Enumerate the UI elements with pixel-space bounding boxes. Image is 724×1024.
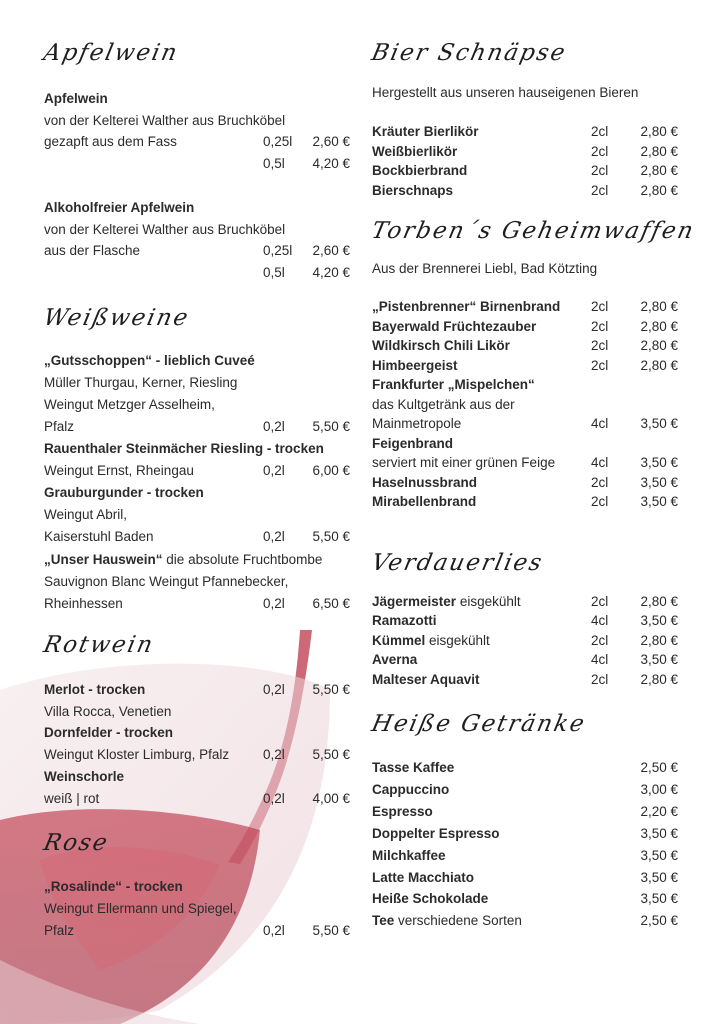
- menu-row: [372, 758, 684, 777]
- menu-row: [44, 132, 356, 151]
- item-desc: Müller Thurgau, Kerner, Riesling: [44, 375, 238, 390]
- item-price: 3,50 €: [640, 891, 678, 906]
- item-name: Haselnussbrand: [372, 475, 478, 490]
- item-volume: 4cl: [591, 613, 609, 628]
- item-price: 4,20 €: [312, 265, 350, 280]
- item-volume: 0,25l: [263, 243, 293, 258]
- item-desc: Rheinhessen: [44, 596, 123, 611]
- item-name-suffix: die absolute Fruchtbombe: [162, 552, 323, 567]
- item-volume: 0,25l: [263, 134, 293, 149]
- item-price: 3,50 €: [640, 826, 678, 841]
- item-name: Bierschnaps: [372, 183, 454, 198]
- item-desc: Kaiserstuhl Baden: [44, 529, 154, 544]
- menu-row: [44, 461, 356, 480]
- item-volume: 2cl: [591, 672, 609, 687]
- item-volume: 2cl: [591, 358, 609, 373]
- menu-row: [372, 414, 684, 433]
- item-volume: 4cl: [591, 455, 609, 470]
- item-name: Tee: [372, 913, 395, 928]
- item-price: 2,60 €: [312, 243, 350, 258]
- item-name: Doppelter Espresso: [372, 826, 500, 841]
- menu-row: [372, 631, 684, 650]
- menu-row: [372, 122, 684, 141]
- item-volume: 0,2l: [263, 923, 285, 938]
- item-serve: aus der Flasche: [44, 243, 141, 258]
- item-price: 6,00 €: [312, 463, 350, 478]
- menu-row: [372, 802, 684, 821]
- item-volume: 0,2l: [263, 463, 285, 478]
- item-volume: 2cl: [591, 494, 609, 509]
- item-name: Frankfurter „Mispelchen“: [372, 377, 535, 392]
- item-price: 5,50 €: [312, 529, 350, 544]
- item-price: 2,80 €: [640, 163, 678, 178]
- item-price: 5,50 €: [312, 419, 350, 434]
- item-name-suffix: eisgekühlt: [456, 594, 521, 609]
- item-volume: 0,5l: [263, 156, 285, 171]
- section-intro: Hergestellt aus unseren hauseigenen Bieren: [372, 85, 639, 100]
- item-price: 4,00 €: [312, 791, 350, 806]
- menu-row: [372, 161, 684, 180]
- item-desc: Pfalz: [44, 923, 75, 938]
- menu-row: [44, 263, 356, 282]
- item-name: Kümmel: [372, 633, 426, 648]
- item-volume: 2cl: [591, 475, 609, 490]
- menu-row: [44, 154, 356, 173]
- item-desc: von der Kelterei Walther aus Bruchköbel: [44, 222, 286, 237]
- item-volume: 2cl: [591, 338, 609, 353]
- item-desc: Weingut Ellermann und Spiegel,: [44, 901, 237, 916]
- menu-row: [372, 142, 684, 161]
- item-name: Wildkirsch Chili Likör: [372, 338, 510, 353]
- item-volume: 0,2l: [263, 791, 285, 806]
- item-volume: 0,5l: [263, 265, 285, 280]
- menu-row: [372, 846, 684, 865]
- item-name: Feigenbrand: [372, 436, 454, 451]
- menu-row: [372, 473, 684, 492]
- menu-row: [372, 889, 684, 908]
- item-volume: 2cl: [591, 163, 609, 178]
- item-desc: Weingut Metzger Asselheim,: [44, 397, 215, 412]
- menu-row: [44, 527, 356, 546]
- item-volume: 2cl: [591, 183, 609, 198]
- item-volume: 0,2l: [263, 529, 285, 544]
- item-name: Tasse Kaffee: [372, 760, 455, 775]
- menu-row: [372, 181, 684, 200]
- item-volume: 2cl: [591, 594, 609, 609]
- item-price: 5,50 €: [312, 923, 350, 938]
- item-name: Bayerwald Früchtezauber: [372, 319, 537, 334]
- heading-apfelwein: Apfelwein: [41, 40, 182, 66]
- item-volume: 2cl: [591, 124, 609, 139]
- item-price: 3,50 €: [640, 848, 678, 863]
- item-name: Milchkaffee: [372, 848, 446, 863]
- item-price: 3,50 €: [640, 475, 678, 490]
- item-desc: Pfalz: [44, 419, 75, 434]
- item-volume: 2cl: [591, 299, 609, 314]
- item-name: Weinschorle: [44, 769, 125, 784]
- menu-row: [44, 789, 356, 808]
- item-volume: 2cl: [591, 633, 609, 648]
- item-volume: 0,2l: [263, 682, 285, 697]
- item-name: „Gutsschoppen“ - lieblich Cuveé: [44, 353, 255, 368]
- item-price: 3,50 €: [640, 416, 678, 431]
- item-name-suffix: eisgekühlt: [425, 633, 490, 648]
- heading-rotwein: Rotwein: [41, 632, 157, 658]
- item-volume: 4cl: [591, 652, 609, 667]
- menu-row: [372, 611, 684, 630]
- item-price: 3,50 €: [640, 494, 678, 509]
- item-name: Latte Macchiato: [372, 870, 475, 885]
- item-desc: Mainmetropole: [372, 416, 462, 431]
- item-name: Heiße Schokolade: [372, 891, 489, 906]
- menu-row: [372, 824, 684, 843]
- item-name: Alkoholfreier Apfelwein: [44, 200, 195, 215]
- item-name: Averna: [372, 652, 418, 667]
- item-desc: das Kultgetränk aus der: [372, 397, 515, 412]
- menu-row: [372, 336, 684, 355]
- menu-row: [372, 670, 684, 689]
- item-name: Mirabellenbrand: [372, 494, 477, 509]
- menu-row: [372, 297, 684, 316]
- item-name: Cappuccino: [372, 782, 450, 797]
- item-price: 3,50 €: [640, 870, 678, 885]
- item-name: Apfelwein: [44, 91, 108, 106]
- item-desc: weiß | rot: [44, 791, 100, 806]
- menu-row: [372, 356, 684, 375]
- item-price: 2,20 €: [640, 804, 678, 819]
- item-desc: Weingut Abril,: [44, 507, 128, 522]
- item-desc: Villa Rocca, Venetien: [44, 704, 172, 719]
- heading-heisse-getraenke: Heiße Getränke: [369, 711, 589, 737]
- item-price: 3,50 €: [640, 613, 678, 628]
- item-price: 2,50 €: [640, 913, 678, 928]
- item-volume: 0,2l: [263, 596, 285, 611]
- item-price: 2,80 €: [640, 338, 678, 353]
- item-price: 6,50 €: [312, 596, 350, 611]
- heading-rose: Rose: [41, 830, 112, 856]
- item-serve: gezapft aus dem Fass: [44, 134, 177, 149]
- item-price: 2,80 €: [640, 299, 678, 314]
- item-name: Weißbierlikör: [372, 144, 458, 159]
- item-name: Himbeergeist: [372, 358, 458, 373]
- menu-row: [372, 453, 684, 472]
- item-volume: 2cl: [591, 319, 609, 334]
- heading-verdauerlies: Verdauerlies: [369, 550, 546, 576]
- menu-row: [44, 921, 356, 940]
- menu-row: [44, 745, 356, 764]
- item-price: 3,00 €: [640, 782, 678, 797]
- item-desc: Sauvignon Blanc Weingut Pfannebecker,: [44, 574, 289, 589]
- menu-row: [372, 317, 684, 336]
- item-price: 2,80 €: [640, 124, 678, 139]
- menu-row: [44, 594, 356, 613]
- menu-row: [44, 680, 356, 699]
- item-price: 5,50 €: [312, 682, 350, 697]
- item-price: 2,80 €: [640, 672, 678, 687]
- item-price: 2,80 €: [640, 319, 678, 334]
- item-name: „Unser Hauswein“: [44, 552, 163, 567]
- item-name: Grauburgunder - trocken: [44, 485, 204, 500]
- item-name: Rauenthaler Steinmächer Riesling - trocken: [44, 441, 324, 456]
- item-desc: Weingut Kloster Limburg, Pfalz: [44, 747, 230, 762]
- item-name: Dornfelder - trocken: [44, 725, 174, 740]
- item-desc: von der Kelterei Walther aus Bruchköbel: [44, 113, 286, 128]
- item-volume: 4cl: [591, 416, 609, 431]
- item-price: 2,80 €: [640, 633, 678, 648]
- menu-row: [372, 592, 684, 611]
- menu-row: [372, 780, 684, 799]
- item-desc: serviert mit einer grünen Feige: [372, 455, 556, 470]
- item-name: „Rosalinde“ - trocken: [44, 879, 183, 894]
- item-name: Ramazotti: [372, 613, 437, 628]
- item-price: 4,20 €: [312, 156, 350, 171]
- heading-weissweine: Weißweine: [41, 305, 192, 331]
- item-name: Bockbierbrand: [372, 163, 468, 178]
- menu-row: [372, 650, 684, 669]
- menu-row: [372, 911, 684, 930]
- menu-row: [372, 492, 684, 511]
- item-name: Kräuter Bierlikör: [372, 124, 479, 139]
- item-price: 2,80 €: [640, 183, 678, 198]
- menu-row: [372, 868, 684, 887]
- item-volume: 2cl: [591, 144, 609, 159]
- item-name: Jägermeister: [372, 594, 457, 609]
- item-price: 2,80 €: [640, 144, 678, 159]
- item-price: 5,50 €: [312, 747, 350, 762]
- item-volume: 0,2l: [263, 419, 285, 434]
- item-price: 3,50 €: [640, 455, 678, 470]
- item-price: 3,50 €: [640, 652, 678, 667]
- heading-bier-schnaepse: Bier Schnäpse: [369, 40, 570, 66]
- item-name: Espresso: [372, 804, 433, 819]
- item-name-suffix: verschiedene Sorten: [394, 913, 522, 928]
- item-volume: 0,2l: [263, 747, 285, 762]
- item-name: Malteser Aquavit: [372, 672, 480, 687]
- item-name: „Pistenbrenner“ Birnenbrand: [372, 299, 561, 314]
- item-price: 2,60 €: [312, 134, 350, 149]
- menu-row: [44, 550, 356, 569]
- item-price: 2,80 €: [640, 594, 678, 609]
- item-price: 2,50 €: [640, 760, 678, 775]
- item-desc: Weingut Ernst, Rheingau: [44, 463, 194, 478]
- heading-torbens-geheimwaffen: Torben´s Geheimwaffen: [369, 218, 698, 244]
- item-price: 2,80 €: [640, 358, 678, 373]
- item-name: Merlot - trocken: [44, 682, 146, 697]
- section-intro: Aus der Brennerei Liebl, Bad Kötzting: [372, 261, 598, 276]
- menu-row: [44, 241, 356, 260]
- menu-row: [44, 417, 356, 436]
